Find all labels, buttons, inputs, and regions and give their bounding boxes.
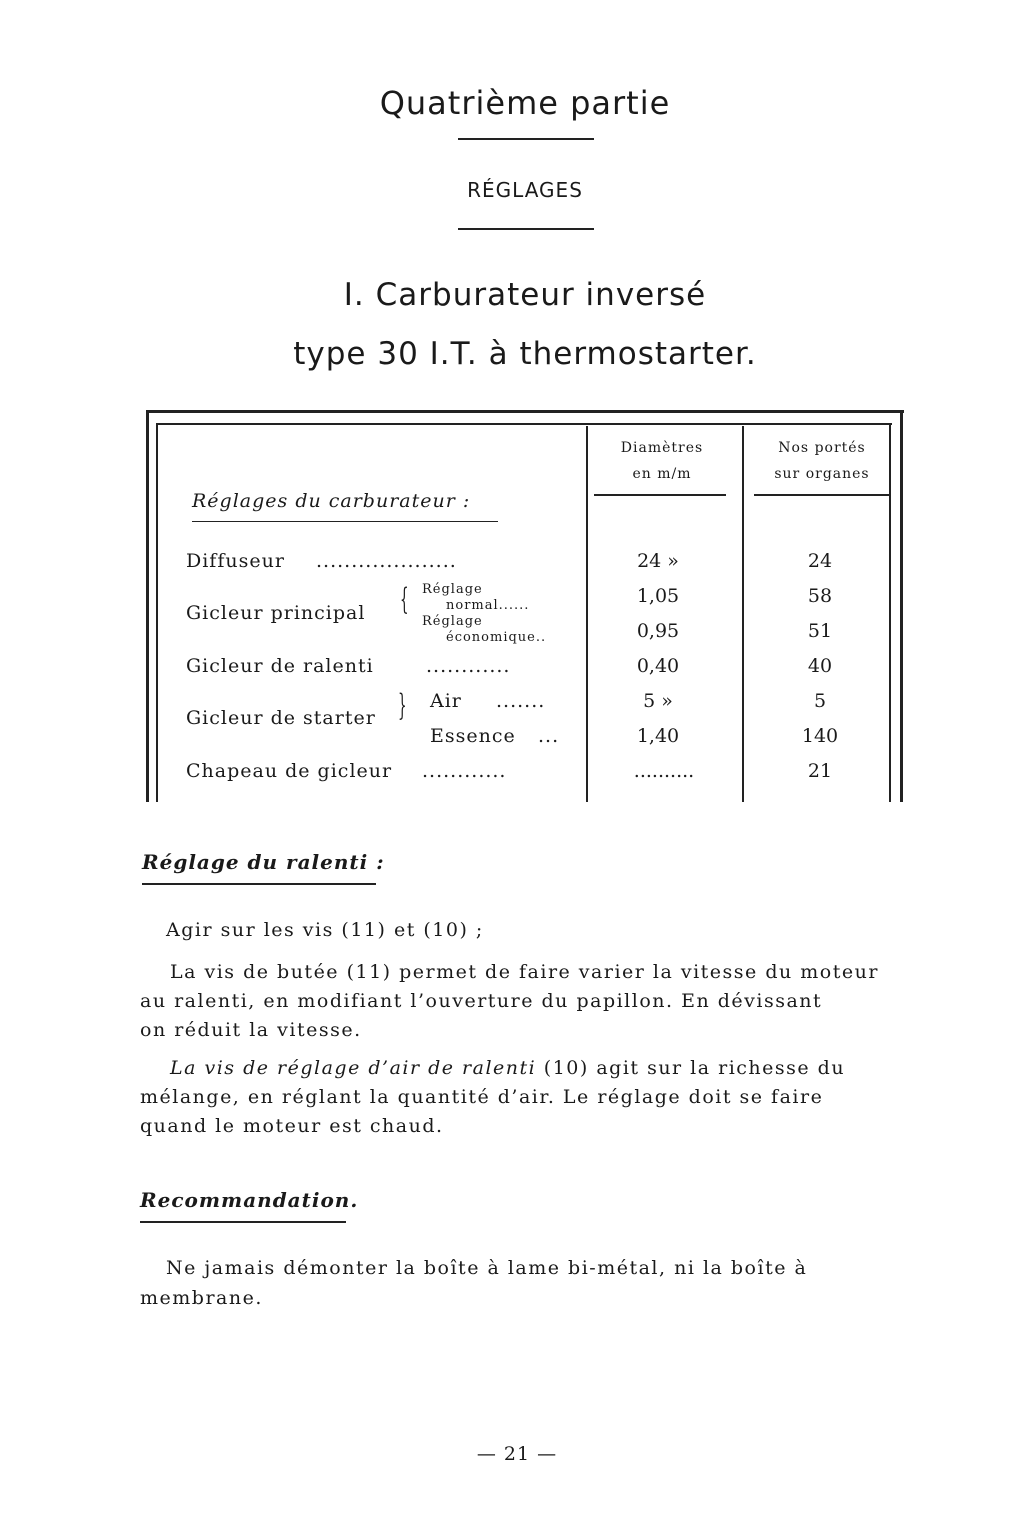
paragraph: Agir sur les vis (11) et (10) ; (166, 919, 484, 941)
column-header-line: en m/m (632, 466, 692, 482)
dot-leader: .................... (316, 550, 457, 572)
sub-label: Réglage (422, 582, 483, 597)
subheading-underline (142, 883, 376, 885)
number-value: 51 (807, 620, 833, 642)
header-underline (754, 494, 890, 496)
sub-label-air: Air (430, 690, 462, 712)
subheading-recommandation: Recommandation. (140, 1188, 359, 1212)
diameter-value: 1,40 (636, 725, 680, 747)
diameter-value: 1,05 (636, 585, 680, 607)
number-value: 58 (807, 585, 833, 607)
column-header-numbers (754, 435, 890, 487)
number-value: 140 (801, 725, 839, 747)
sub-label: économique.. (446, 630, 547, 645)
diameter-value: 5 » (643, 690, 673, 712)
table-border-left-inner (156, 423, 158, 802)
section-heading: RÉGLAGES (467, 178, 583, 202)
row-label-diffuseur: Diffuseur (186, 550, 285, 572)
subheading-ralenti: Réglage du ralenti : (142, 850, 385, 874)
row-label-chapeau-gicleur: Chapeau de gicleur (186, 760, 393, 782)
part-title: Quatrième partie (379, 84, 671, 122)
row-label-gicleur-starter: Gicleur de starter (186, 707, 376, 729)
number-value: 24 (807, 550, 833, 572)
column-header-diameters (594, 435, 730, 487)
row-label-gicleur-principal: Gicleur principal (186, 602, 366, 624)
header-underline (192, 521, 498, 522)
text-run: (10) agit sur la richesse du (543, 1057, 846, 1079)
brace-symbol: } (398, 688, 407, 723)
sub-label: normal...... (446, 598, 530, 613)
column-header-line: Diamètres (620, 440, 704, 456)
paragraph-line: on réduit la vitesse. (140, 1019, 362, 1041)
subheading-underline (140, 1221, 346, 1223)
page-number: — 21 — (476, 1443, 558, 1465)
diameter-value: 0,95 (636, 620, 680, 642)
dot-leader: ............ (426, 655, 511, 677)
header-underline (594, 494, 726, 496)
dot-leader: ............ (422, 760, 507, 782)
number-value: 5 (813, 690, 827, 712)
sub-label-essence: Essence (430, 725, 516, 747)
paragraph-line: La vis de butée (11) permet de faire varier la vitesse du moteur (170, 961, 879, 983)
paragraph-line: mélange, en réglant la quantité d’air. Le réglage doit se faire (140, 1086, 824, 1108)
italic-term: La vis de réglage d’air de ralenti (170, 1057, 537, 1079)
column-header-line: Nos portés (778, 440, 866, 456)
diameter-value: 0,40 (636, 655, 680, 677)
chapter-title-line-1: I. Carburateur inversé (343, 277, 707, 313)
section-divider (458, 228, 594, 230)
dot-leader: ... (538, 725, 560, 747)
table-border-right (900, 410, 903, 802)
diameter-value: .......... (633, 760, 695, 782)
title-divider (458, 138, 594, 140)
table-border-top (146, 410, 904, 413)
paragraph-line (170, 1054, 845, 1084)
paragraph-line: membrane. (140, 1287, 263, 1309)
diameter-value: 24 » (637, 550, 679, 572)
column-separator (586, 426, 588, 802)
number-value: 40 (807, 655, 833, 677)
column-header-line: sur organes (774, 466, 870, 482)
column-header-settings: Réglages du carburateur : (192, 490, 471, 512)
brace-symbol: { (400, 582, 409, 617)
table-border-top-inner (156, 423, 892, 425)
dot-leader: ....... (496, 690, 546, 712)
number-value: 21 (807, 760, 833, 782)
paragraph-line: au ralenti, en modifiant l’ouverture du papillon. En dévissant (140, 990, 823, 1012)
sub-label: Réglage (422, 614, 483, 629)
column-separator (742, 426, 744, 802)
row-label-gicleur-ralenti: Gicleur de ralenti (186, 655, 374, 677)
chapter-title-line-2: type 30 I.T. à thermostarter. (293, 336, 757, 372)
table-border-left (146, 410, 149, 802)
paragraph-line: quand le moteur est chaud. (140, 1115, 444, 1137)
paragraph-line: Ne jamais démonter la boîte à lame bi-métal, ni la boîte à (166, 1257, 808, 1279)
